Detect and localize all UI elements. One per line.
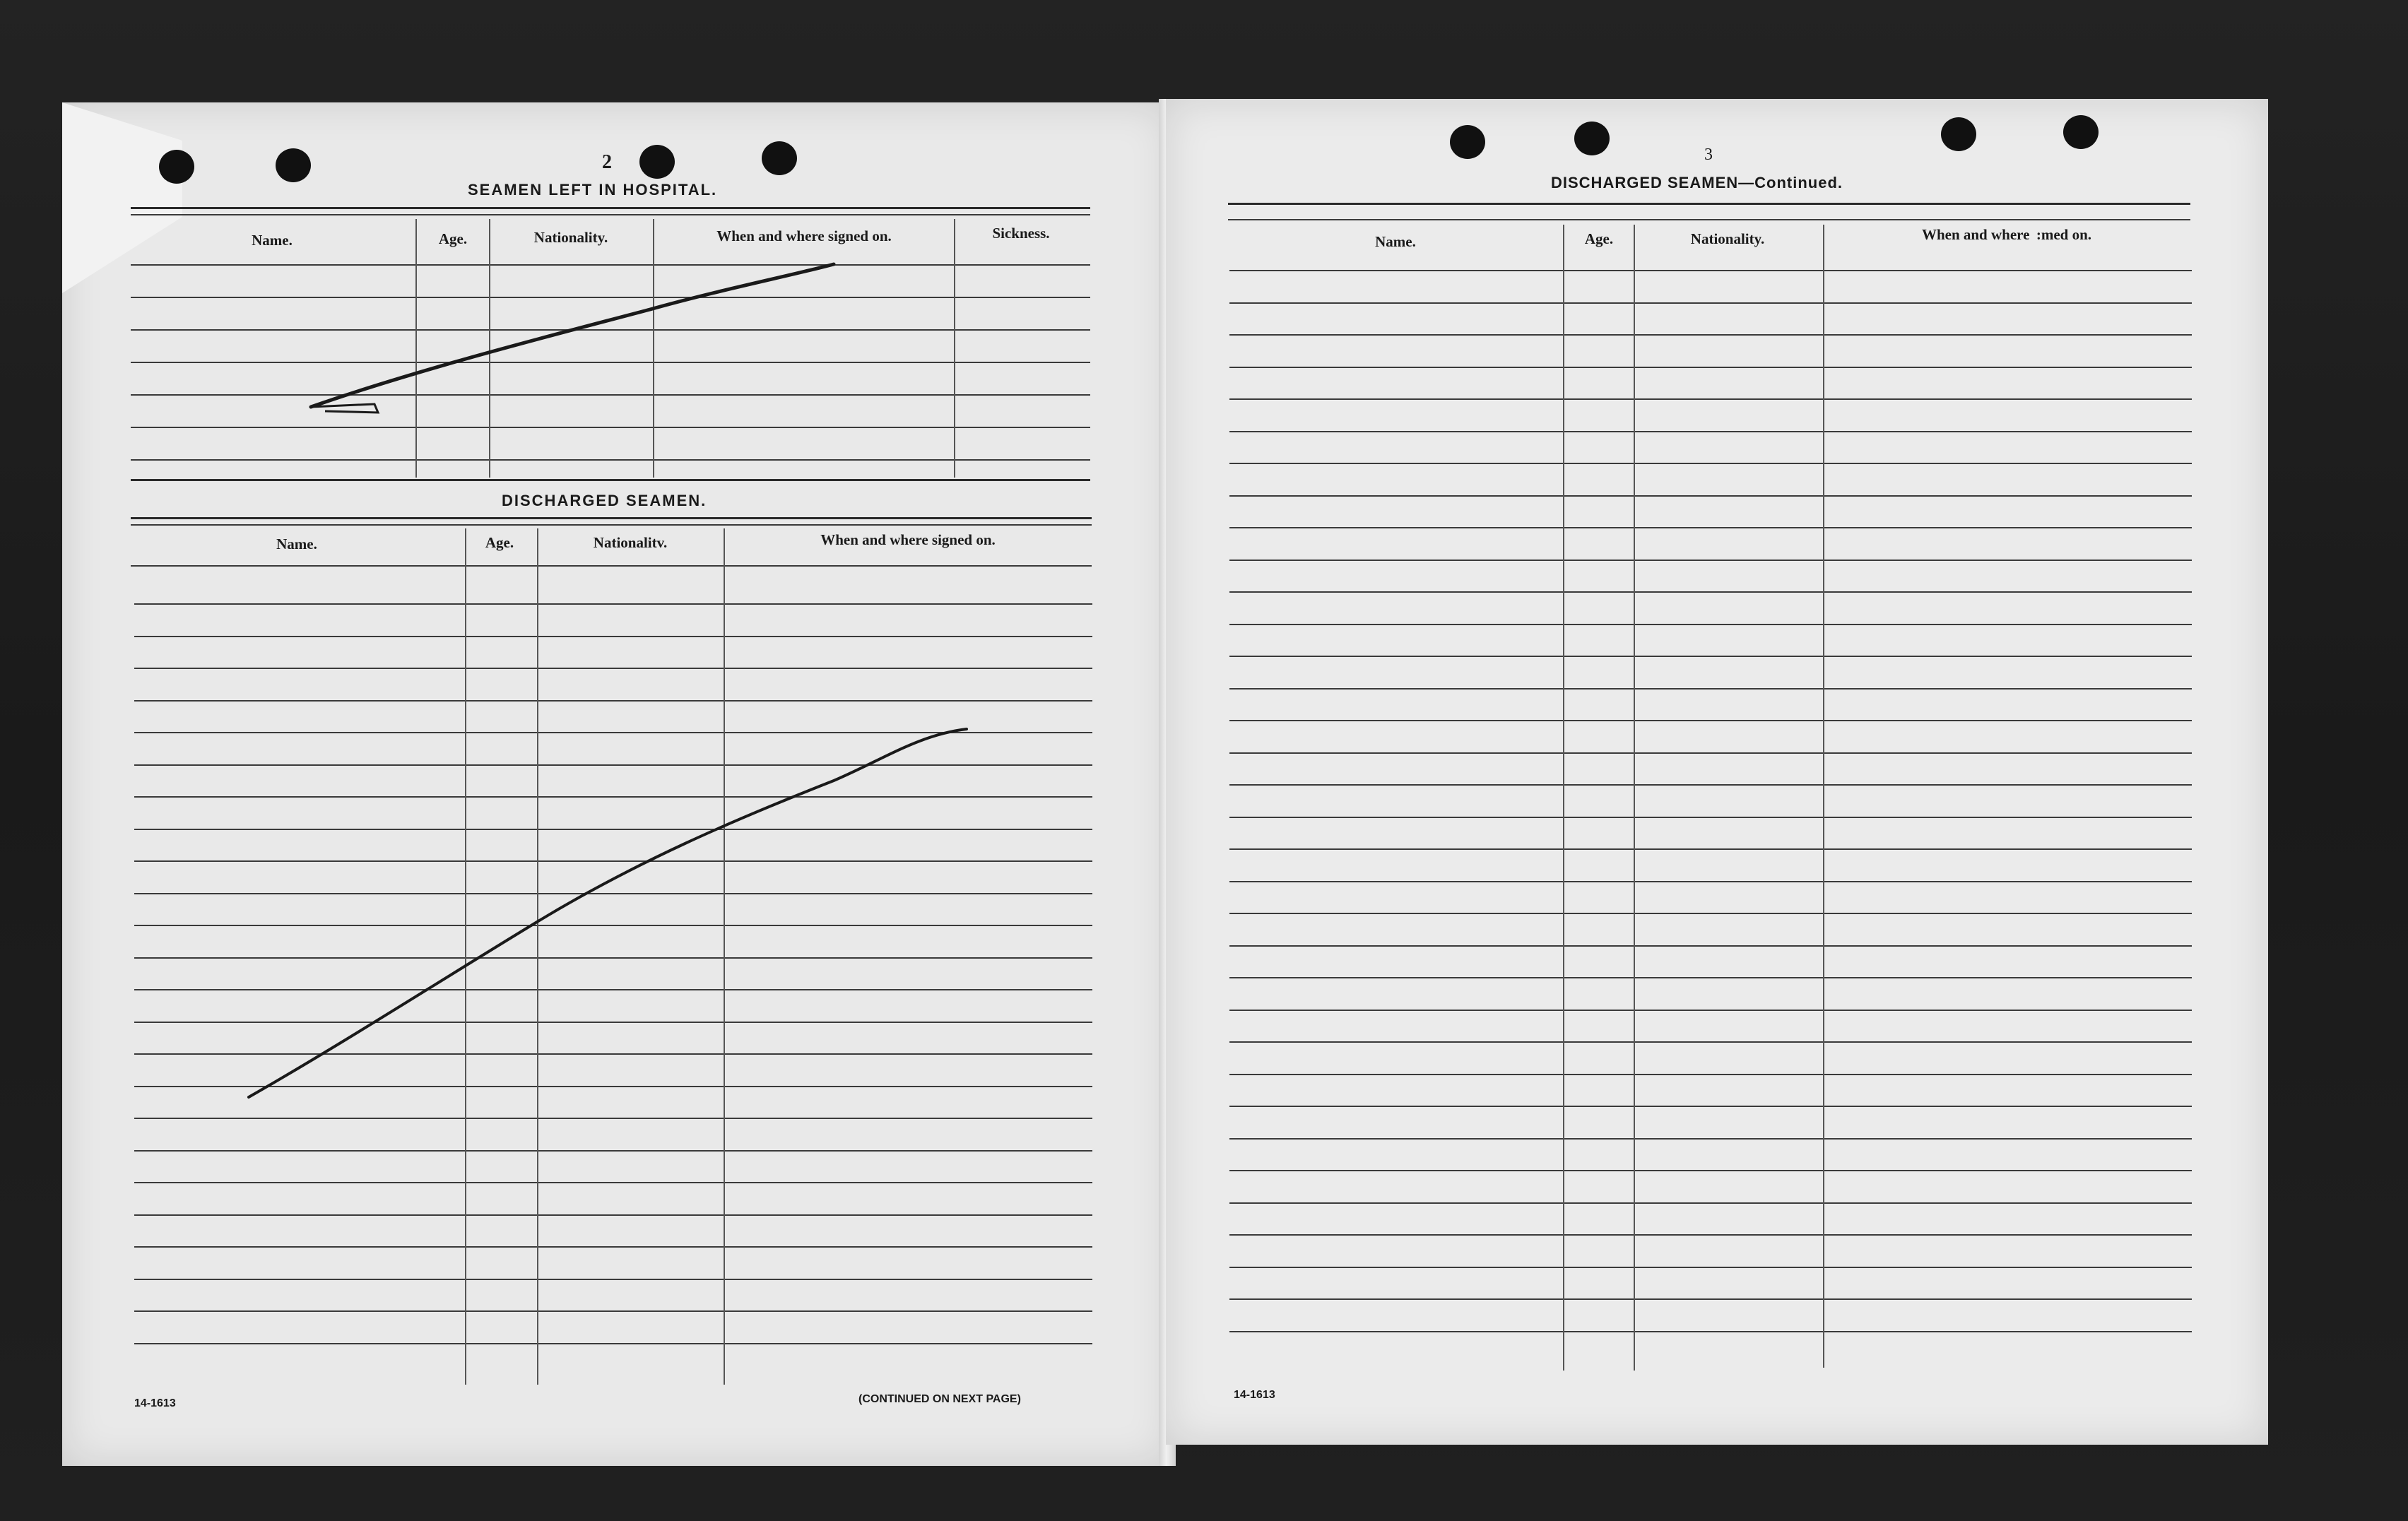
continued-note: (CONTINUED ON NEXT PAGE) [858, 1393, 1021, 1405]
form-number: 14-1613 [1234, 1389, 1275, 1401]
form-number: 14-1613 [134, 1397, 176, 1409]
discharged-section-title: DISCHARGED SEAMEN. [502, 492, 707, 509]
column-header-age: Age. [485, 534, 514, 551]
column-header-name: Name. [1375, 233, 1416, 250]
page-number: 2 [602, 151, 612, 173]
page-number: 3 [1704, 146, 1713, 164]
column-header-signed-on: When and where signed on. [820, 531, 996, 548]
cancellation-stroke-hospital [311, 264, 834, 407]
column-header-nationality: Nationality. [1690, 230, 1765, 247]
column-header-age: Age. [1584, 230, 1614, 247]
discharged-continued-title: DISCHARGED SEAMEN—Continued. [1551, 174, 1843, 191]
column-header-name: Name. [276, 535, 317, 552]
cancellation-stroke-discharged [249, 729, 967, 1097]
column-header-nationality: Nationalitv. [593, 534, 668, 551]
column-header-nationality: Nationality. [533, 229, 608, 246]
column-header-age: Age. [438, 230, 468, 247]
column-header-signed-on: When and where :med on. [1921, 226, 2092, 243]
column-header-signed-on: When and where signed on. [716, 227, 892, 244]
hospital-section-title: SEAMEN LEFT IN HOSPITAL. [468, 181, 718, 199]
column-header-sickness: Sickness. [992, 225, 1050, 242]
column-header-name: Name. [252, 232, 293, 249]
cancellation-stroke-hospital-tail [311, 404, 378, 413]
